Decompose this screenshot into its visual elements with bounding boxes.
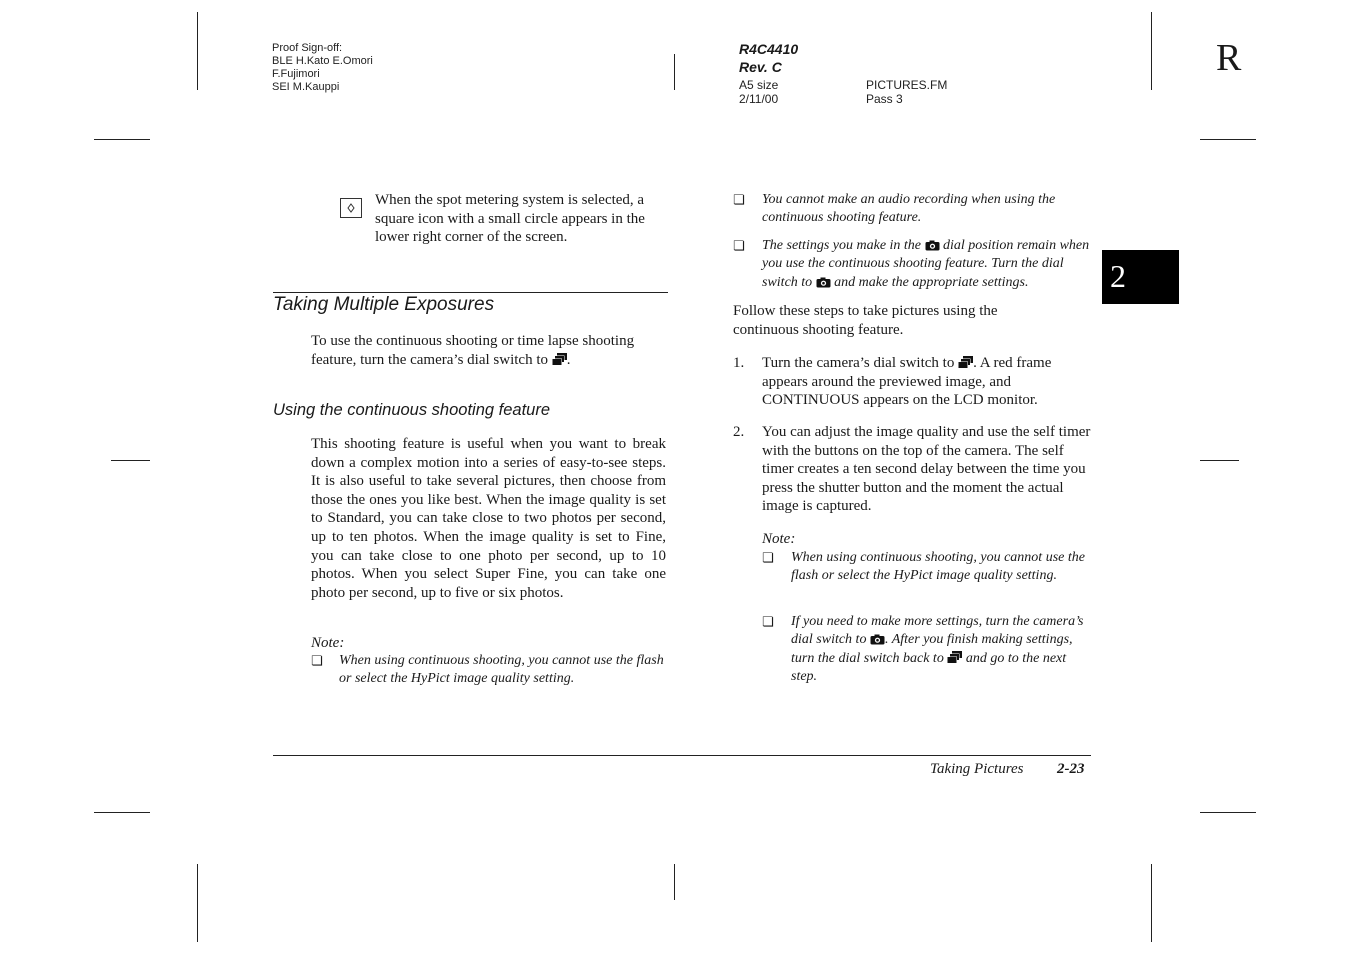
step-text	[762, 354, 1092, 410]
chapter-tab	[1102, 250, 1179, 304]
crop-mark	[197, 864, 198, 942]
crop-mark	[111, 460, 150, 461]
intro-paragraph	[311, 332, 669, 369]
bullet-text-part: dial position remain when you use the continuous shooting feature. Turn the dial switch to	[762, 238, 1090, 290]
step-text-part: . A red frame appears around the previewed image, and CONTINUOUS appears on the LCD monitor.	[762, 355, 1052, 409]
body-paragraph: This shooting feature is useful when you want to break down a complex motion into a series of easy-to-see steps. It is also useful to take several pictures, then choose from those the ones you like best. When the image quality is set to Standard, you can take close to two photos per second, up to ten photos. When the image quality is set to Fine, you can take close to one photo per second, up to 10 photos. When you select Super Fine, you can take one photo per second, up to five or six photos.	[311, 436, 666, 601]
proof-line: SEI M.Kauppi	[272, 81, 340, 93]
bullet-text-part: The settings you make in the	[762, 238, 922, 253]
crop-mark	[674, 54, 675, 90]
checkbox-bullet-glyph: ❏	[762, 551, 774, 566]
doc-file: PICTURES.FM	[866, 78, 948, 92]
section-heading: Taking Multiple Exposures	[273, 294, 495, 315]
crop-mark	[94, 812, 150, 813]
crop-mark	[197, 12, 198, 90]
note-text-part: and go to the next step.	[791, 650, 1067, 685]
continuous-shooting-icon	[552, 353, 567, 366]
proof-line: F.Fujimori	[272, 68, 320, 80]
bullet-text: You cannot make an audio recording when using the continuous shooting feature.	[762, 192, 1056, 226]
note-text: When using continuous shooting, you cannot use the flash or select the HyPict image quality setting.	[791, 550, 1085, 584]
section-rule	[273, 292, 668, 293]
intro-text: To use the continuous shooting or time lapse shooting feature, turn the camera’s dial switch to	[311, 333, 635, 368]
proof-line: Proof Sign-off:	[272, 42, 343, 54]
camera-setup-icon	[925, 240, 940, 251]
crop-mark	[1200, 812, 1256, 813]
checkbox-bullet-glyph: ❏	[311, 654, 323, 669]
doc-size: A5 size	[739, 78, 779, 92]
page-number: 2-23	[1057, 761, 1085, 777]
doc-rev: Rev. C	[739, 59, 782, 75]
crop-mark	[1151, 864, 1152, 942]
crop-mark	[1200, 460, 1239, 461]
crop-mark	[1200, 139, 1256, 140]
step-text-part: Turn the camera’s dial switch to	[762, 355, 955, 371]
note-label: Note:	[311, 635, 345, 651]
crop-mark	[1151, 12, 1152, 90]
doc-date: 2/11/00	[739, 92, 779, 106]
doc-code: R4C4410	[739, 41, 799, 57]
step-number: 1.	[733, 355, 745, 371]
checkbox-bullet-glyph: ❏	[733, 193, 745, 208]
note-text-part: If you need to make more settings, turn the camera’s dial switch to	[791, 614, 1084, 648]
camera-setup-icon	[816, 277, 831, 288]
crop-mark	[94, 139, 150, 140]
continuous-shooting-icon	[958, 356, 973, 369]
intro-text-end: .	[566, 351, 571, 368]
bullet-text-part: and make the appropriate settings.	[834, 274, 1029, 290]
step-number: 2.	[733, 424, 745, 440]
spot-metering-icon	[340, 198, 362, 218]
page-letter-mark: R	[1216, 37, 1242, 79]
checkbox-bullet-glyph: ❏	[733, 239, 745, 254]
continuous-shooting-icon	[947, 651, 962, 664]
checkbox-bullet-glyph: ❏	[762, 615, 774, 630]
proof-line: BLE H.Kato E.Omori	[272, 55, 373, 67]
note-text: When using continuous shooting, you cannot use the flash or select the HyPict image quality setting.	[339, 653, 664, 687]
subsection-heading: Using the continuous shooting feature	[273, 401, 551, 419]
proof-signoff	[272, 42, 373, 94]
note-text	[791, 613, 1091, 687]
step-text: You can adjust the image quality and use the self timer with the buttons on the top of the camera. The self timer creates a ten second delay between the time you press the shutter button and the moment the actual image is captured.	[762, 424, 1091, 515]
footer-rule	[273, 755, 1091, 756]
bullet-text	[762, 237, 1092, 292]
spot-metering-text: When the spot metering system is selected, a square icon with a small circle appears in the lower right corner of the screen.	[375, 192, 645, 246]
doc-info	[739, 40, 798, 76]
note-label: Note:	[762, 531, 796, 547]
camera-setup-icon	[870, 634, 885, 645]
crop-mark	[674, 864, 675, 900]
follow-paragraph: Follow these steps to take pictures using the continuous shooting feature.	[733, 303, 998, 338]
chapter-number: 2	[1110, 258, 1126, 294]
note-text-part: . After you finish making settings, turn the dial switch back to	[791, 632, 1073, 666]
doc-pass: Pass 3	[866, 92, 903, 106]
footer-title: Taking Pictures	[930, 761, 1024, 777]
